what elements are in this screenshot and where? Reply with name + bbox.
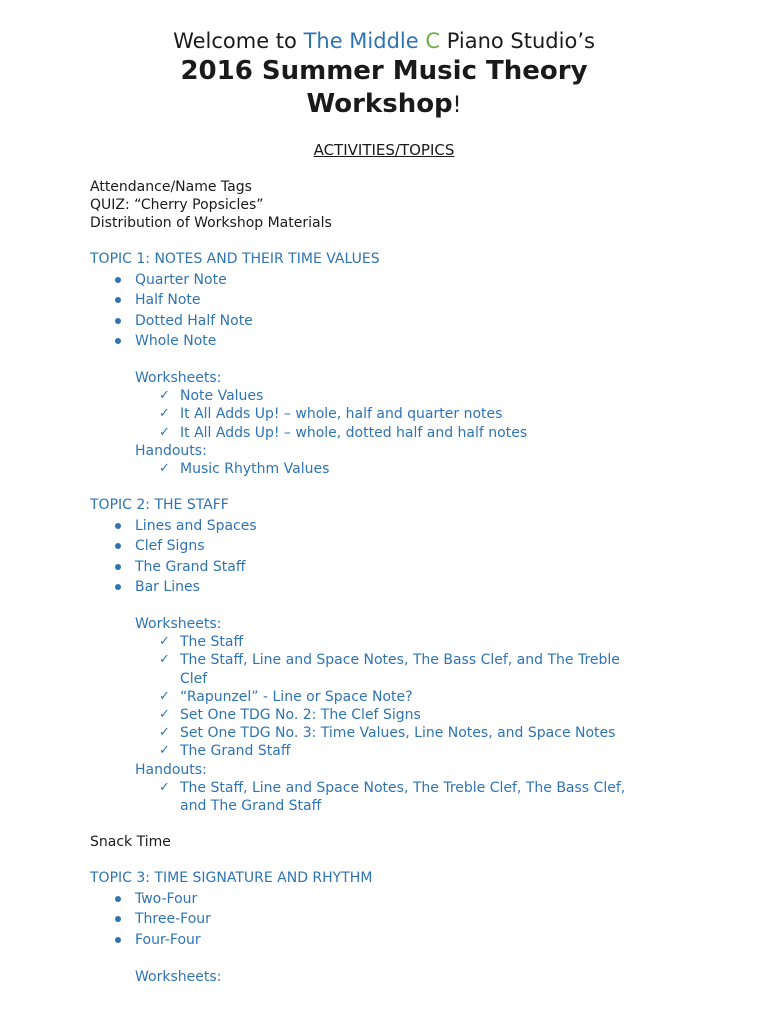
checklist-item (90, 424, 730, 442)
page-title (0, 55, 768, 122)
bullet-label: Two-Four (135, 891, 198, 908)
checklist-label: The Staff, Line and Space Notes, The Bass Clef, and The Treble (180, 652, 620, 669)
bullet-icon (115, 318, 121, 324)
checklist-label: The Staff (180, 634, 244, 651)
bullet-icon (115, 297, 121, 303)
activities-heading: ACTIVITIES/TOPICS (313, 141, 455, 159)
checklist-label: Note Values (180, 388, 264, 405)
bullet-item (90, 577, 730, 597)
studio-name: The Middle (303, 29, 426, 53)
topic-2-bullets (90, 516, 730, 597)
document-body (90, 178, 730, 986)
bullet-label: Bar Lines (135, 578, 200, 595)
intro-item: Distribution of Workshop Materials (90, 215, 332, 231)
checklist-label: The Staff, Line and Space Notes, The Treble Clef, The Bass Clef, (180, 779, 626, 796)
title-line-2: Workshop (306, 89, 453, 119)
bullet-icon (115, 338, 121, 344)
check-icon: ✓ (159, 424, 170, 440)
check-icon: ✓ (159, 406, 170, 422)
handouts-label: Handouts: (135, 761, 207, 778)
bullet-icon (115, 543, 121, 549)
bullet-item (90, 311, 730, 331)
bullet-item (90, 557, 730, 577)
bullet-icon (115, 896, 121, 902)
bullet-icon (115, 584, 121, 590)
bullet-icon (115, 277, 121, 283)
intro-item: Attendance/Name Tags (90, 179, 252, 195)
checklist-label: It All Adds Up! – whole, half and quarter notes (180, 406, 503, 423)
check-icon: ✓ (159, 725, 170, 741)
worksheets-label: Worksheets: (135, 616, 222, 633)
bullet-label: Clef Signs (135, 538, 205, 555)
worksheets-label: Worksheets: (135, 370, 222, 387)
bullet-icon (115, 916, 121, 922)
check-icon: ✓ (159, 743, 170, 759)
bullet-icon (115, 564, 121, 570)
bullet-icon (115, 523, 121, 529)
topic-3-title: TOPIC 3: TIME SIGNATURE AND RHYTHM (90, 870, 373, 887)
bullet-label: The Grand Staff (135, 558, 246, 575)
bullet-icon (115, 937, 121, 943)
intro-item: QUIZ: “Cherry Popsicles” (90, 197, 264, 213)
checklist-label: It All Adds Up! – whole, dotted half and half notes (180, 424, 528, 441)
bullet-item (90, 290, 730, 310)
checklist-item-continuation (90, 670, 730, 688)
topic-1-title: TOPIC 1: NOTES AND THEIR TIME VALUES (90, 251, 380, 267)
bullet-label: Whole Note (135, 332, 217, 349)
topic-2-worksheets (90, 633, 730, 760)
checklist-item (90, 405, 730, 423)
bullet-item (90, 270, 730, 290)
checklist-item (90, 651, 730, 669)
studio-name-c: C (425, 29, 441, 53)
welcome-prefix: Welcome to (173, 29, 304, 53)
check-icon: ✓ (159, 688, 170, 704)
bullet-label: Dotted Half Note (135, 312, 253, 329)
bullet-label: Quarter Note (135, 272, 227, 288)
title-line-1: 2016 Summer Music Theory (180, 56, 588, 86)
bullet-label: Four-Four (135, 931, 201, 948)
check-icon: ✓ (159, 634, 170, 650)
checklist-item (90, 688, 730, 706)
topic-2-title: TOPIC 2: THE STAFF (90, 497, 229, 513)
bullet-label: Lines and Spaces (135, 518, 257, 534)
topic-3-bullets (90, 889, 730, 950)
bullet-item (90, 909, 730, 929)
bullet-item (90, 889, 730, 909)
checklist-label: Clef (180, 670, 208, 687)
bullet-item (90, 331, 730, 351)
worksheets-label: Worksheets: (135, 968, 222, 985)
checklist-item (90, 724, 730, 742)
checklist-label: Music Rhythm Values (180, 460, 330, 477)
checklist-label: and The Grand Staff (180, 797, 322, 814)
checklist-item (90, 706, 730, 724)
welcome-line (0, 27, 768, 55)
checklist-item (90, 387, 730, 405)
check-icon: ✓ (159, 460, 170, 476)
checklist-label: “Rapunzel” - Line or Space Note? (180, 688, 413, 705)
checklist-item (90, 742, 730, 760)
bullet-item (90, 536, 730, 556)
handouts-label: Handouts: (135, 442, 207, 459)
topic-1-worksheets (90, 387, 730, 442)
bullet-item (90, 930, 730, 950)
title-bang: ! (452, 93, 462, 118)
check-icon: ✓ (159, 652, 170, 668)
topic-2-handouts (90, 779, 730, 815)
checklist-label: The Grand Staff (180, 743, 291, 760)
topic-1-bullets (90, 270, 730, 351)
checklist-label: Set One TDG No. 3: Time Values, Line Notes, and Space Notes (180, 725, 616, 742)
bullet-label: Three-Four (135, 911, 211, 928)
checklist-label: Set One TDG No. 2: The Clef Signs (180, 707, 421, 723)
topic-1-handouts (90, 460, 730, 478)
check-icon: ✓ (159, 779, 170, 795)
bullet-label: Half Note (135, 292, 201, 309)
check-icon: ✓ (159, 707, 170, 722)
snack-time: Snack Time (90, 834, 171, 851)
check-icon: ✓ (159, 388, 170, 404)
checklist-item (90, 779, 730, 797)
bullet-item (90, 516, 730, 536)
checklist-item (90, 633, 730, 651)
checklist-item-continuation (90, 797, 730, 815)
welcome-suffix: Piano Studio’s (440, 29, 595, 53)
checklist-item (90, 460, 730, 478)
